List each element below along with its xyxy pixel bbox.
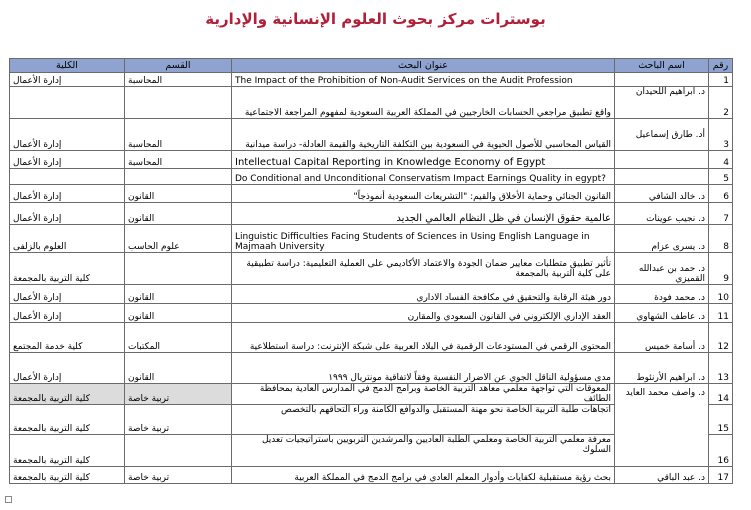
table-row bbox=[10, 203, 733, 225]
row-num: 12 bbox=[709, 323, 733, 353]
row-department: تربية خاصة bbox=[125, 384, 232, 405]
row-researcher bbox=[615, 73, 709, 87]
table-row bbox=[10, 185, 733, 203]
row-title: Linguistic Difficulties Facing Students of Sciences in Using English Language in Majmaah University bbox=[232, 225, 615, 253]
row-num: 13 bbox=[709, 353, 733, 384]
row-department bbox=[125, 435, 232, 467]
row-title: المعوقات التي تواجهة معلمي معاهد التربية الخاصة وبرامج الدمج في المدارس العادية بمحافظة الطائف bbox=[232, 384, 615, 405]
row-college: إدارة الأعمال bbox=[10, 119, 125, 151]
row-department: علوم الحاسب bbox=[125, 225, 232, 253]
row-num: 4 bbox=[709, 151, 733, 169]
row-title: القياس المحاسبي للأصول الحيوية في السعودية بين التكلفة التاريخية والقيمة العادلة- دراسة ميدانية bbox=[232, 119, 615, 151]
row-researcher bbox=[615, 169, 709, 185]
row-num: 7 bbox=[709, 203, 733, 225]
row-researcher: د. محمد فودة bbox=[615, 285, 709, 304]
table-header-row bbox=[10, 59, 733, 73]
row-department: المحاسبة bbox=[125, 73, 232, 87]
row-researcher: د. خالد الشافي bbox=[615, 185, 709, 203]
row-college: كلية التربية بالمجمعة bbox=[10, 435, 125, 467]
row-num: 8 bbox=[709, 225, 733, 253]
row-department: القانون bbox=[125, 304, 232, 323]
row-title: معرفة معلمي التربية الخاصة ومعلمي الطلبة العاديين والمرشدين التربويين باستراتيجيات تعديل السلوك bbox=[232, 435, 615, 467]
row-department: تربية خاصة bbox=[125, 467, 232, 484]
row-college: كلية التربية بالمجمعة bbox=[10, 253, 125, 285]
row-title: بحث رؤية مستقبلية لكفايات وأدوار المعلم العادي في برامج الدمج في المملكة العربية bbox=[232, 467, 615, 484]
table-row bbox=[10, 384, 733, 405]
row-department bbox=[125, 87, 232, 119]
row-researcher: د. حمد بن عبدالله القميزي bbox=[615, 253, 709, 285]
row-department: المكتبات bbox=[125, 323, 232, 353]
row-researcher bbox=[615, 151, 709, 169]
table-row bbox=[10, 285, 733, 304]
row-college: كلية التربية بالمجمعة bbox=[10, 405, 125, 435]
row-num: 10 bbox=[709, 285, 733, 304]
table-row bbox=[10, 169, 733, 185]
row-department: المحاسبة bbox=[125, 151, 232, 169]
row-department: المحاسبة bbox=[125, 119, 232, 151]
row-num: 14 bbox=[709, 384, 733, 405]
row-num: 17 bbox=[709, 467, 733, 484]
row-num: 11 bbox=[709, 304, 733, 323]
row-college: إدارة الأعمال bbox=[10, 203, 125, 225]
row-title: تأثير تطبيق متطلبات معايير ضمان الجودة والاعتماد الأكاديمي على العملية التعليمية: دراسة تطبيقية على كلية التربية بالمجمعة bbox=[232, 253, 615, 285]
row-researcher: د. نجيب عوينات bbox=[615, 203, 709, 225]
row-num: 15 bbox=[709, 405, 733, 435]
table-row bbox=[10, 304, 733, 323]
row-department bbox=[125, 253, 232, 285]
header-department: القسم bbox=[125, 59, 232, 73]
row-researcher: د. عبد الباقي bbox=[615, 467, 709, 484]
row-researcher: د. أسامة خميس bbox=[615, 323, 709, 353]
table-row bbox=[10, 253, 733, 285]
table-row bbox=[10, 87, 733, 119]
header-researcher: اسم الباحث bbox=[615, 59, 709, 73]
table-row bbox=[10, 323, 733, 353]
row-title: عالمية حقوق الإنسان في ظل النظام العالمي الجديد bbox=[232, 203, 615, 225]
row-num: 2 bbox=[709, 87, 733, 119]
row-department: القانون bbox=[125, 285, 232, 304]
row-title: Intellectual Capital Reporting in Knowledge Economy of Egypt bbox=[232, 151, 615, 169]
row-department bbox=[125, 169, 232, 185]
row-department: القانون bbox=[125, 185, 232, 203]
row-num: 5 bbox=[709, 169, 733, 185]
page-title: بوسترات مركز بحوث العلوم الإنسانية والإدارية bbox=[205, 10, 546, 28]
row-department: تربية خاصة bbox=[125, 405, 232, 435]
row-title: القانون الجنائي وحماية الأخلاق والقيم: "التشريعات السعودية أنموذجاً" bbox=[232, 185, 615, 203]
row-college: كلية خدمة المجتمع bbox=[10, 323, 125, 353]
row-title: Do Conditional and Unconditional Conservatism Impact Earnings Quality in egypt? bbox=[232, 169, 615, 185]
row-department: القانون bbox=[125, 203, 232, 225]
row-title: المحتوى الرقمي في المستودعات الرقمية في البلاد العربية على شبكة الإنترنت: دراسة استطلاعية bbox=[232, 323, 615, 353]
header-research-title: عنوان البحث bbox=[232, 59, 615, 73]
row-researcher: أد. طارق إسماعيل bbox=[615, 119, 709, 151]
row-title: العقد الإداري الإلكتروني في القانون السعودي والمقارن bbox=[232, 304, 615, 323]
row-department: القانون bbox=[125, 353, 232, 384]
header-num: رقم bbox=[709, 59, 733, 73]
row-title: The Impact of the Prohibition of Non-Audit Services on the Audit Profession bbox=[232, 73, 615, 87]
row-title: اتجاهات طلبة التربية الخاصة نحو مهنة المستقبل والدوافع الكامنة وراء التحاقهم بالتخصص bbox=[232, 405, 615, 435]
row-title: مدى مسؤولية الناقل الجوي عن الاضرار النفسية وفقاً لاتفاقية مونتريال ١٩٩٩ bbox=[232, 353, 615, 384]
row-college: كلية التربية بالمجمعة bbox=[10, 384, 125, 405]
table-row bbox=[10, 353, 733, 384]
row-college: إدارة الأعمال bbox=[10, 151, 125, 169]
table-row bbox=[10, 467, 733, 484]
row-college: كلية التربية بالمجمعة bbox=[10, 467, 125, 484]
header-college: الكلية bbox=[10, 59, 125, 73]
row-num: 6 bbox=[709, 185, 733, 203]
row-researcher: د. عاطف الشهاوي bbox=[615, 304, 709, 323]
table-row bbox=[10, 151, 733, 169]
row-num: 9 bbox=[709, 253, 733, 285]
row-college: العلوم بالزلفى bbox=[10, 225, 125, 253]
row-num: 1 bbox=[709, 73, 733, 87]
table-row bbox=[10, 119, 733, 151]
row-college bbox=[10, 169, 125, 185]
row-title: واقع تطبيق مراجعي الحسابات الخارجيين في المملكة العربية السعودية لمفهوم المراجعة الاجتماعية bbox=[232, 87, 615, 119]
table-row bbox=[10, 225, 733, 253]
row-researcher: د. يسرى عزام bbox=[615, 225, 709, 253]
posters-table bbox=[9, 58, 733, 484]
row-num: 16 bbox=[709, 435, 733, 467]
row-college: إدارة الأعمال bbox=[10, 73, 125, 87]
resize-handle[interactable] bbox=[5, 496, 12, 503]
row-college: إدارة الأعمال bbox=[10, 304, 125, 323]
row-college: إدارة الأعمال bbox=[10, 185, 125, 203]
table-row bbox=[10, 73, 733, 87]
row-num: 3 bbox=[709, 119, 733, 151]
row-researcher: د. ابراهيم اللحيدان bbox=[615, 87, 709, 119]
row-college: إدارة الأعمال bbox=[10, 353, 125, 384]
row-college: إدارة الأعمال bbox=[10, 285, 125, 304]
row-title: دور هيئة الرقابة والتحقيق في مكافحة الفساد الاداري bbox=[232, 285, 615, 304]
row-researcher: د. ابراهيم الأرنئوط bbox=[615, 353, 709, 384]
row-researcher: د. واصف محمد العايد bbox=[615, 384, 709, 467]
row-college bbox=[10, 87, 125, 119]
